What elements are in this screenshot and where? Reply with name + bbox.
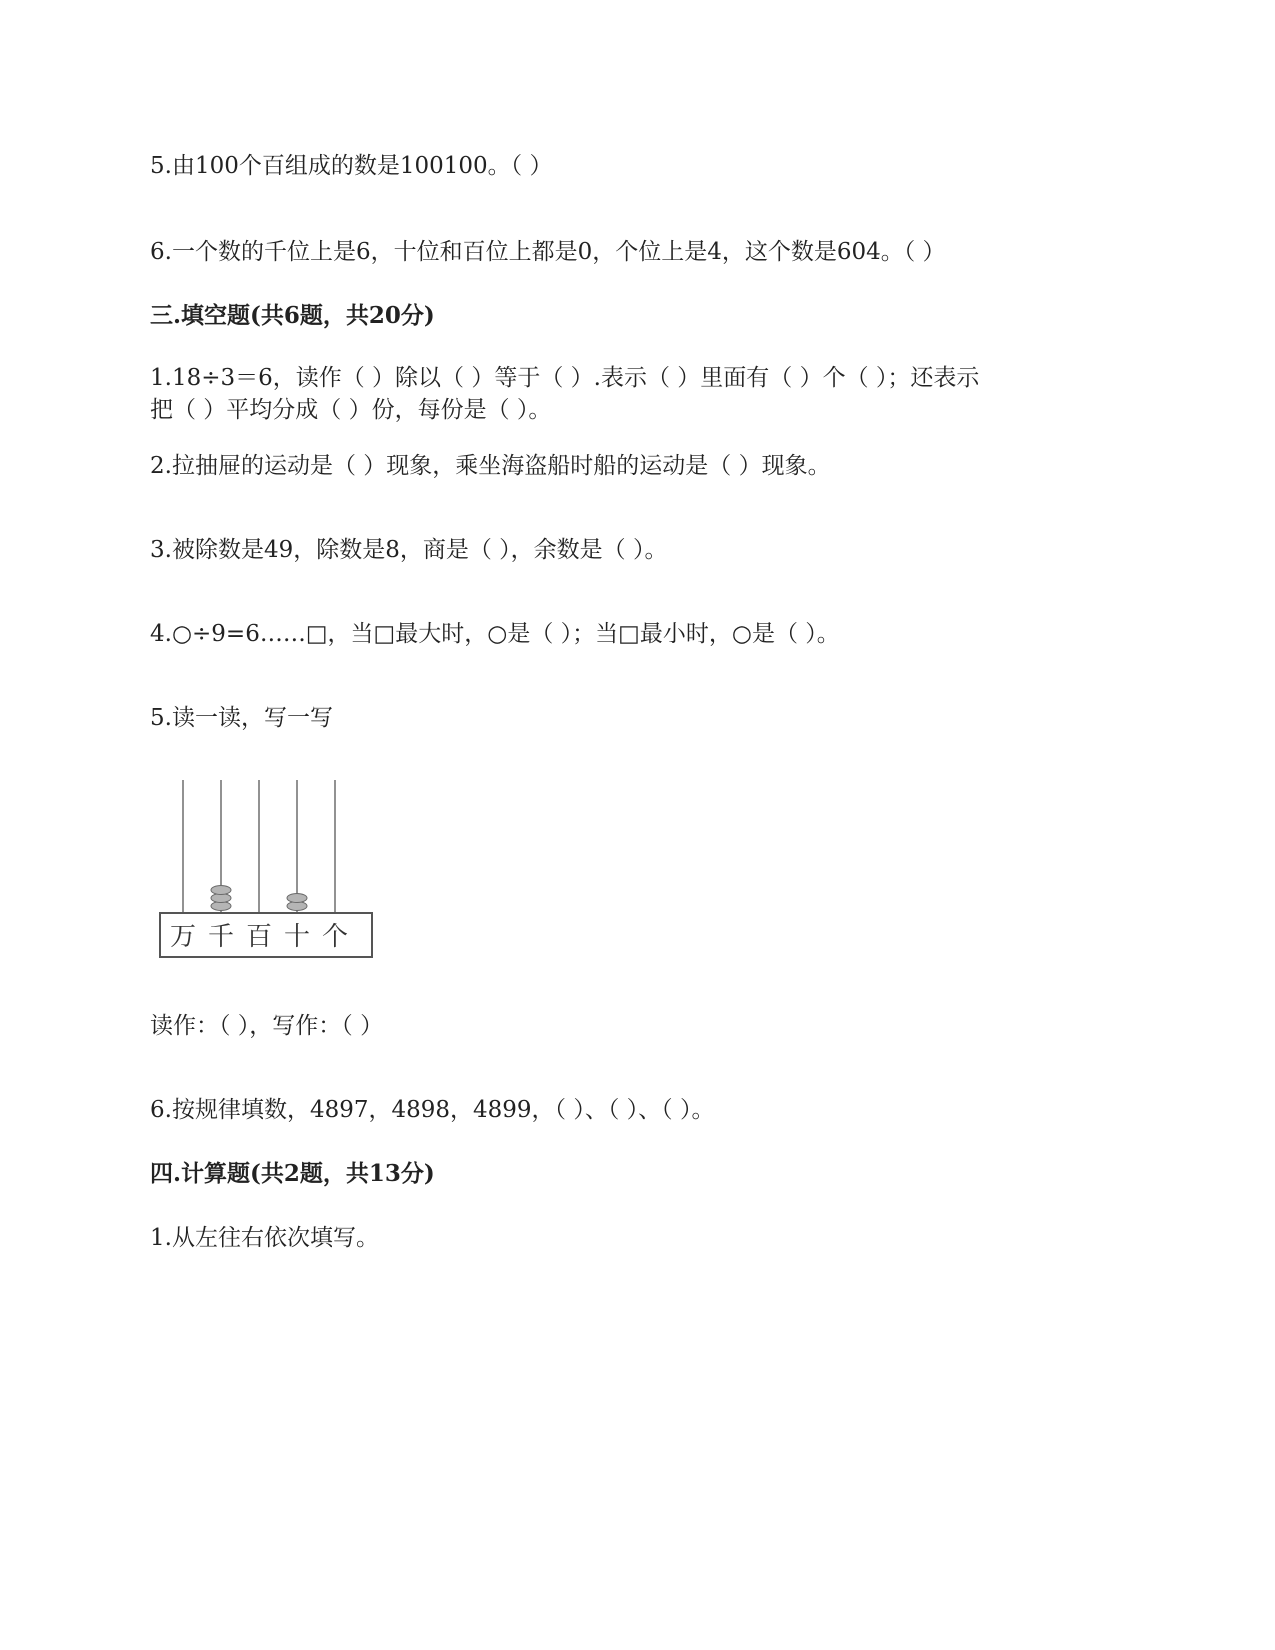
section-heading-fill-blank: 三.填空题(共6题，共20分) xyxy=(150,302,435,329)
section-heading-calculation: 四.计算题(共2题，共13分) xyxy=(150,1160,435,1187)
abacus-place-label: 万 xyxy=(169,922,197,952)
abacus-rods xyxy=(183,780,335,913)
judgment-question-5: 5.由100个百组成的数是100100。（ ） xyxy=(150,153,553,179)
abacus-figure xyxy=(155,778,385,968)
abacus-bead xyxy=(211,886,231,895)
abacus-place-label: 百 xyxy=(245,922,273,952)
abacus-place-label: 十 xyxy=(283,922,311,952)
fill-question-1-line-1: 1.18÷3＝6，读作（ ）除以（ ）等于（ ）.表示（ ）里面有（ ）个（ ）；还表示 xyxy=(150,365,980,391)
fill-question-5-answer: 读作：（ ），写作：（ ） xyxy=(150,1013,384,1039)
fill-question-3: 3.被除数是49，除数是8，商是（ ），余数是（ ）。 xyxy=(150,537,668,563)
calc-question-1: 1.从左往右依次填写。 xyxy=(150,1225,379,1251)
fill-question-5: 5.读一读，写一写 xyxy=(150,705,333,731)
fill-question-1-line-2: 把（ ）平均分成（ ）份，每份是（ ）。 xyxy=(150,397,552,423)
fill-question-4: 4.○÷9=6……□，当□最大时，○是（ ）；当□最小时，○是（ ）。 xyxy=(150,621,840,647)
abacus-bead xyxy=(287,894,307,903)
judgment-question-6: 6.一个数的千位上是6，十位和百位上都是0，个位上是4，这个数是604。（ ） xyxy=(150,239,946,265)
abacus-place-label: 个 xyxy=(321,922,349,952)
fill-question-6: 6.按规律填数，4897，4898，4899，（ ）、（ ）、（ ）。 xyxy=(150,1097,715,1123)
abacus-place-label: 千 xyxy=(207,922,235,952)
fill-question-2: 2.拉抽屉的运动是（ ）现象，乘坐海盗船时船的运动是（ ）现象。 xyxy=(150,453,831,479)
